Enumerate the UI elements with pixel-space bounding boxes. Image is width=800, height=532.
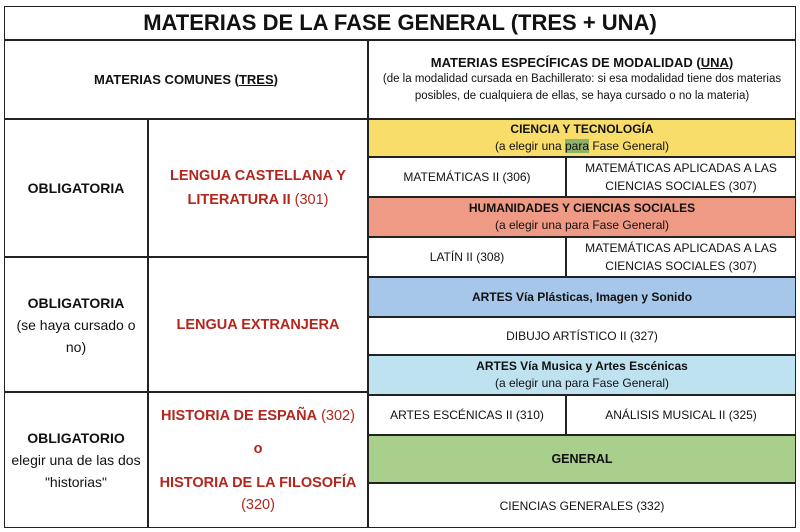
general-header: GENERAL <box>368 435 796 483</box>
history-philosophy: HISTORIA DE LA FILOSOFÍA <box>159 474 357 491</box>
arts-music-header <box>368 355 796 395</box>
row3-subjects <box>148 392 368 528</box>
science-technology-header <box>368 119 796 157</box>
arts-music-title: ARTES Vía Musica y Artes Escénicas <box>476 359 688 373</box>
humanities-header <box>368 197 796 237</box>
arts-music-note: (a elegir una para Fase General) <box>494 376 670 390</box>
common-header-suffix: ) <box>273 72 278 87</box>
arts-visual-header: ARTES Vía Plásticas, Imagen y Sonido <box>368 277 796 317</box>
arts-visual-subject: DIBUJO ARTÍSTICO II (327) <box>368 317 796 355</box>
humanities-subject-right: MATEMÁTICAS APLICADAS A LAS CIENCIAS SOCIALES (307) <box>566 237 796 277</box>
specific-header-title: MATERIAS ESPECÍFICAS DE MODALIDAD (UNA) <box>430 55 734 70</box>
row2-label-title: OBLIGATORIA <box>27 294 125 311</box>
row3-label-title: OBLIGATORIO <box>27 430 125 446</box>
science-subject-left: MATEMÁTICAS II (306) <box>368 157 566 197</box>
row1-subject <box>148 119 368 257</box>
row2-label <box>4 257 148 392</box>
humanities-title: HUMANIDADES Y CIENCIAS SOCIALES <box>468 201 696 215</box>
arts-music-subject-left: ARTES ESCÉNICAS II (310) <box>368 395 566 435</box>
row2-label-note: (se haya cursado o no) <box>16 316 136 355</box>
history-philosophy-code: (320) <box>241 496 275 513</box>
specific-subjects-header <box>368 40 796 119</box>
para-highlight: para <box>564 139 590 153</box>
arts-music-subject-right: ANÁLISIS MUSICAL II (325) <box>566 395 796 435</box>
common-header-count: TRES <box>238 72 274 87</box>
row1-subject-line1: LENGUA CASTELLANA Y <box>170 168 346 184</box>
humanities-note: (a elegir una para Fase General) <box>494 218 670 232</box>
row1-subject-line2: LITERATURA II <box>187 192 291 208</box>
table-title: MATERIAS DE LA FASE GENERAL (TRES + UNA) <box>4 6 796 40</box>
general-subject: CIENCIAS GENERALES (332) <box>368 483 796 528</box>
row3-label-note: elegir una de las dos "historias" <box>11 452 141 490</box>
row1-label: OBLIGATORIA <box>4 119 148 257</box>
science-subject-right: MATEMÁTICAS APLICADAS A LAS CIENCIAS SOCIALES (307) <box>566 157 796 197</box>
common-header-prefix: MATERIAS COMUNES ( <box>94 72 239 87</box>
specific-header-note: (de la modalidad cursada en Bachillerato: si esa modalidad tiene dos materias posibles, de cualquiera de ellas, se haya cursado o no la materia) <box>382 73 782 102</box>
history-spain: HISTORIA DE ESPAÑA <box>161 407 318 424</box>
or-word: o <box>253 441 263 457</box>
row2-subject: LENGUA EXTRANJERA <box>148 257 368 392</box>
common-subjects-header <box>4 40 368 119</box>
humanities-subject-left: LATÍN II (308) <box>368 237 566 277</box>
row1-subject-code: (301) <box>294 192 329 208</box>
row3-label <box>4 392 148 528</box>
science-technology-title: CIENCIA Y TECNOLOGÍA <box>510 122 654 136</box>
science-technology-note: (a elegir una para Fase General) <box>494 139 670 153</box>
history-spain-code: (302) <box>321 407 355 424</box>
